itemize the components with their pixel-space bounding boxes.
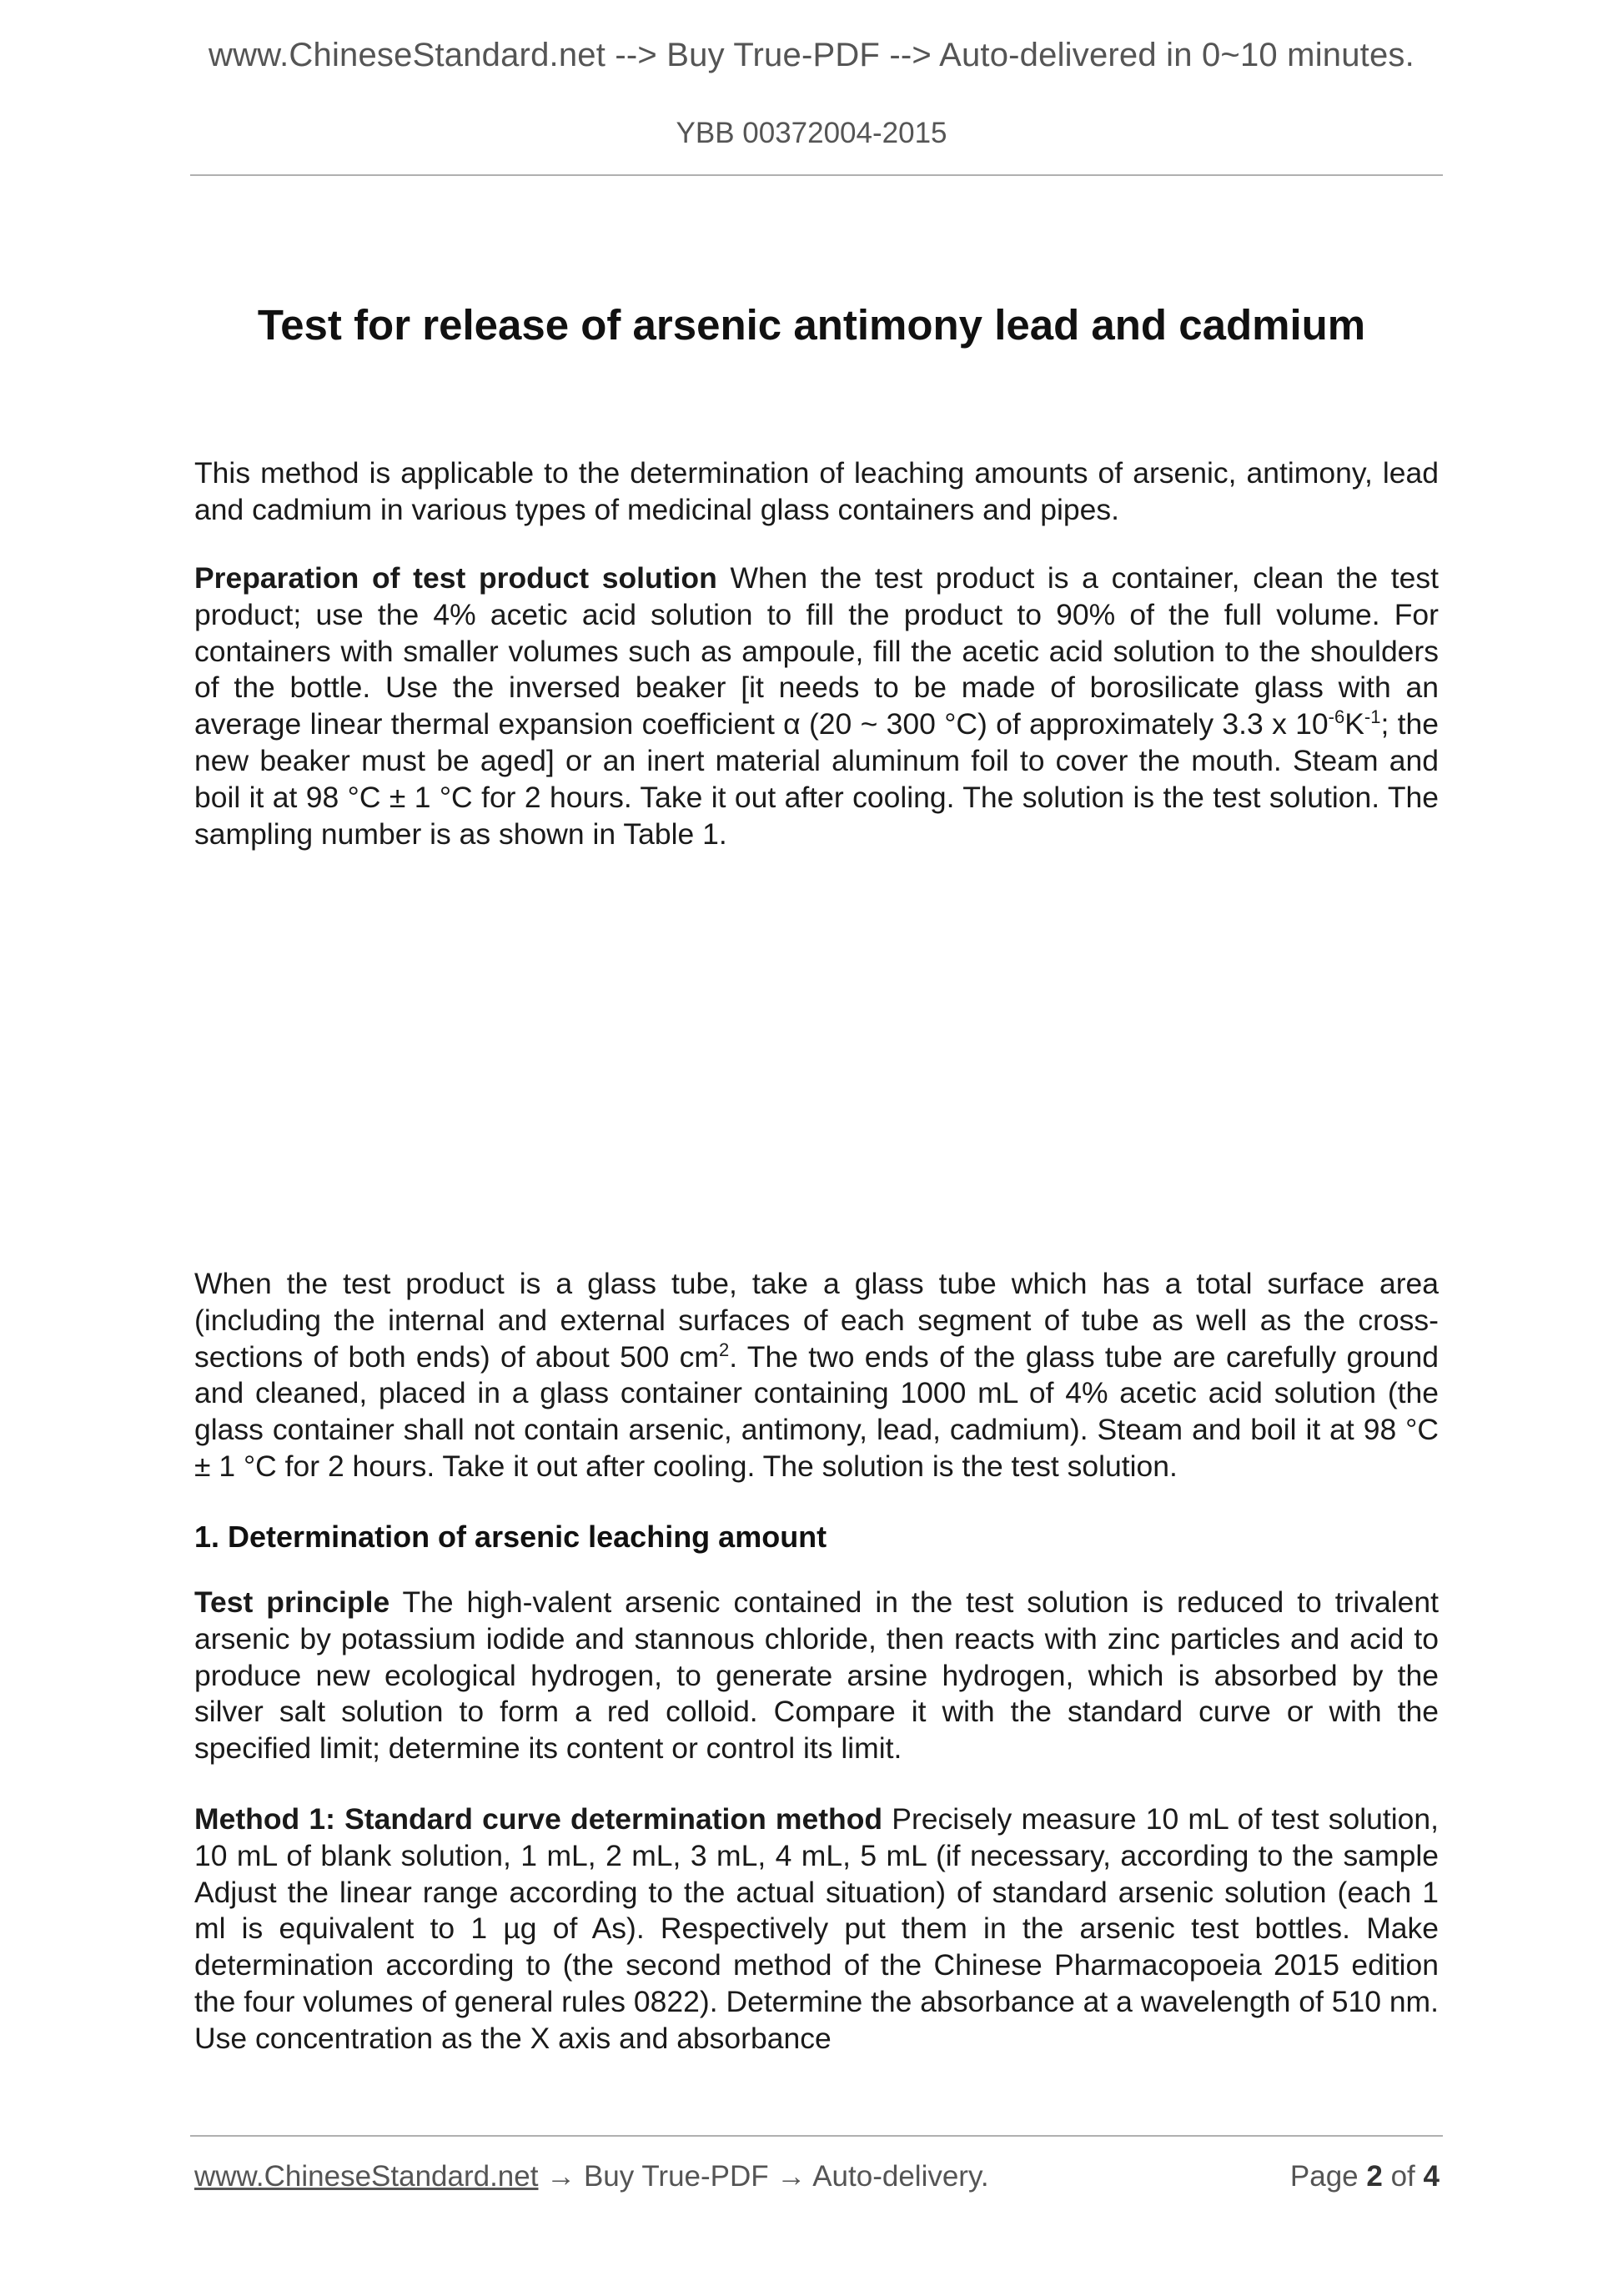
auto-delivery-text: Auto-delivery. [812, 2160, 989, 2193]
method-1-text: Precisely measure 10 mL of test solution, 10 mL of blank solution, 1 mL, 2 mL, 3 mL, 4 mL, 5 mL (if necessary, according to the sample Adjust the linear range according to the actual situation) of standard arsenic solution (each 1 ml is equivalent to 1 µg of As). Respectively put them in the arsenic test bottles. Make determination according to (the second method of the Chinese Pharmacopoeia 2015 edition the four volumes of general rules 0822). Determine the absorbance at a wavelength of 510 nm. Use concentration as the X axis and absorbance [194, 1802, 1439, 2055]
header-divider [190, 174, 1443, 176]
tube-text-1: When the test product is a glass tube, take a glass tube which has a total surface area (including the internal and external surfaces of each segment of tube as well as the cross-sections of both ends) of about 500 cm [194, 1267, 1439, 1374]
footer-links [194, 2160, 989, 2193]
method-1-paragraph [194, 1801, 1439, 2057]
preparation-text-1: When the test product is a container, clean the test product; use the 4% acetic acid solution to fill the product to 90% of the full volume. For containers with smaller volumes such as ampoule, fill the acetic acid solution to the shoulders of the bottle. Use the inversed beaker [it needs to be made of borosilicate glass with an average linear thermal expansion coefficient α (20 ~ 300 °C) of approximately 3.3 x 10 [194, 561, 1439, 741]
page-total: 4 [1423, 2160, 1440, 2193]
intro-text: This method is applicable to the determination of leaching amounts of arsenic, antimony, lead and cadmium in various types of medicinal glass containers and pipes. [194, 456, 1439, 526]
preparation-text-3: ; the new beaker must be aged] or an inert material aluminum foil to cover the mouth. Steam and boil it at 98 °C ± 1 °C for 2 hours. Take it out after cooling. The solution is the test solution. The sampling number is as shown in Table 1. [194, 707, 1440, 851]
arrow-icon: → [546, 2160, 576, 2193]
preparation-superscript-2: -1 [1364, 706, 1381, 728]
buy-true-pdf-text: Buy True-PDF [583, 2160, 769, 2193]
page-prefix: Page [1289, 2160, 1359, 2193]
preparation-superscript-1: -6 [1328, 706, 1345, 728]
preparation-text-2: K [1344, 707, 1364, 741]
method-1-label: Method 1: Standard curve determination method [194, 1802, 883, 1836]
header-banner: www.ChineseStandard.net --> Buy True-PDF --> Auto-delivered in 0~10 minutes. [209, 37, 1414, 73]
tube-superscript: 2 [718, 1339, 730, 1360]
section-1-heading: 1. Determination of arsenic leaching amount [194, 1520, 827, 1554]
glass-tube-paragraph [194, 1266, 1439, 1485]
page-of: of [1390, 2160, 1415, 2193]
document-number: YBB 00372004-2015 [676, 117, 947, 149]
page-number [1290, 2160, 1440, 2193]
test-principle-text: The high-valent arsenic contained in the test solution is reduced to trivalent arsenic by potassium iodide and stannous chloride, then reacts with zinc particles and acid to produce new ecological hydrogen, to generate arsine hydrogen, which is absorbed by the silver salt solution to form a red colloid. Compare it with the standard curve or with the specified limit; determine its content or control its limit. [194, 1585, 1440, 1766]
tube-text-2: . The two ends of the glass tube are carefully ground and cleaned, placed in a glass container containing 1000 mL of 4% acetic acid solution (the glass container shall not contain arsenic, antimony, lead, cadmium). Steam and boil it at 98 °C ± 1 °C for 2 hours. Take it out after cooling. The solution is the test solution. [194, 1339, 1439, 1483]
test-principle-paragraph [194, 1585, 1439, 1767]
preparation-label: Preparation of test product solution [194, 561, 717, 595]
preparation-paragraph [194, 560, 1439, 852]
site-link[interactable]: www.ChineseStandard.net [194, 2160, 539, 2193]
arrow-icon: → [776, 2160, 806, 2193]
footer-divider [190, 2135, 1443, 2137]
page-current: 2 [1366, 2160, 1383, 2193]
page-title: Test for release of arsenic antimony lead and cadmium [257, 301, 1366, 349]
intro-paragraph [194, 455, 1439, 529]
test-principle-label: Test principle [194, 1585, 390, 1619]
